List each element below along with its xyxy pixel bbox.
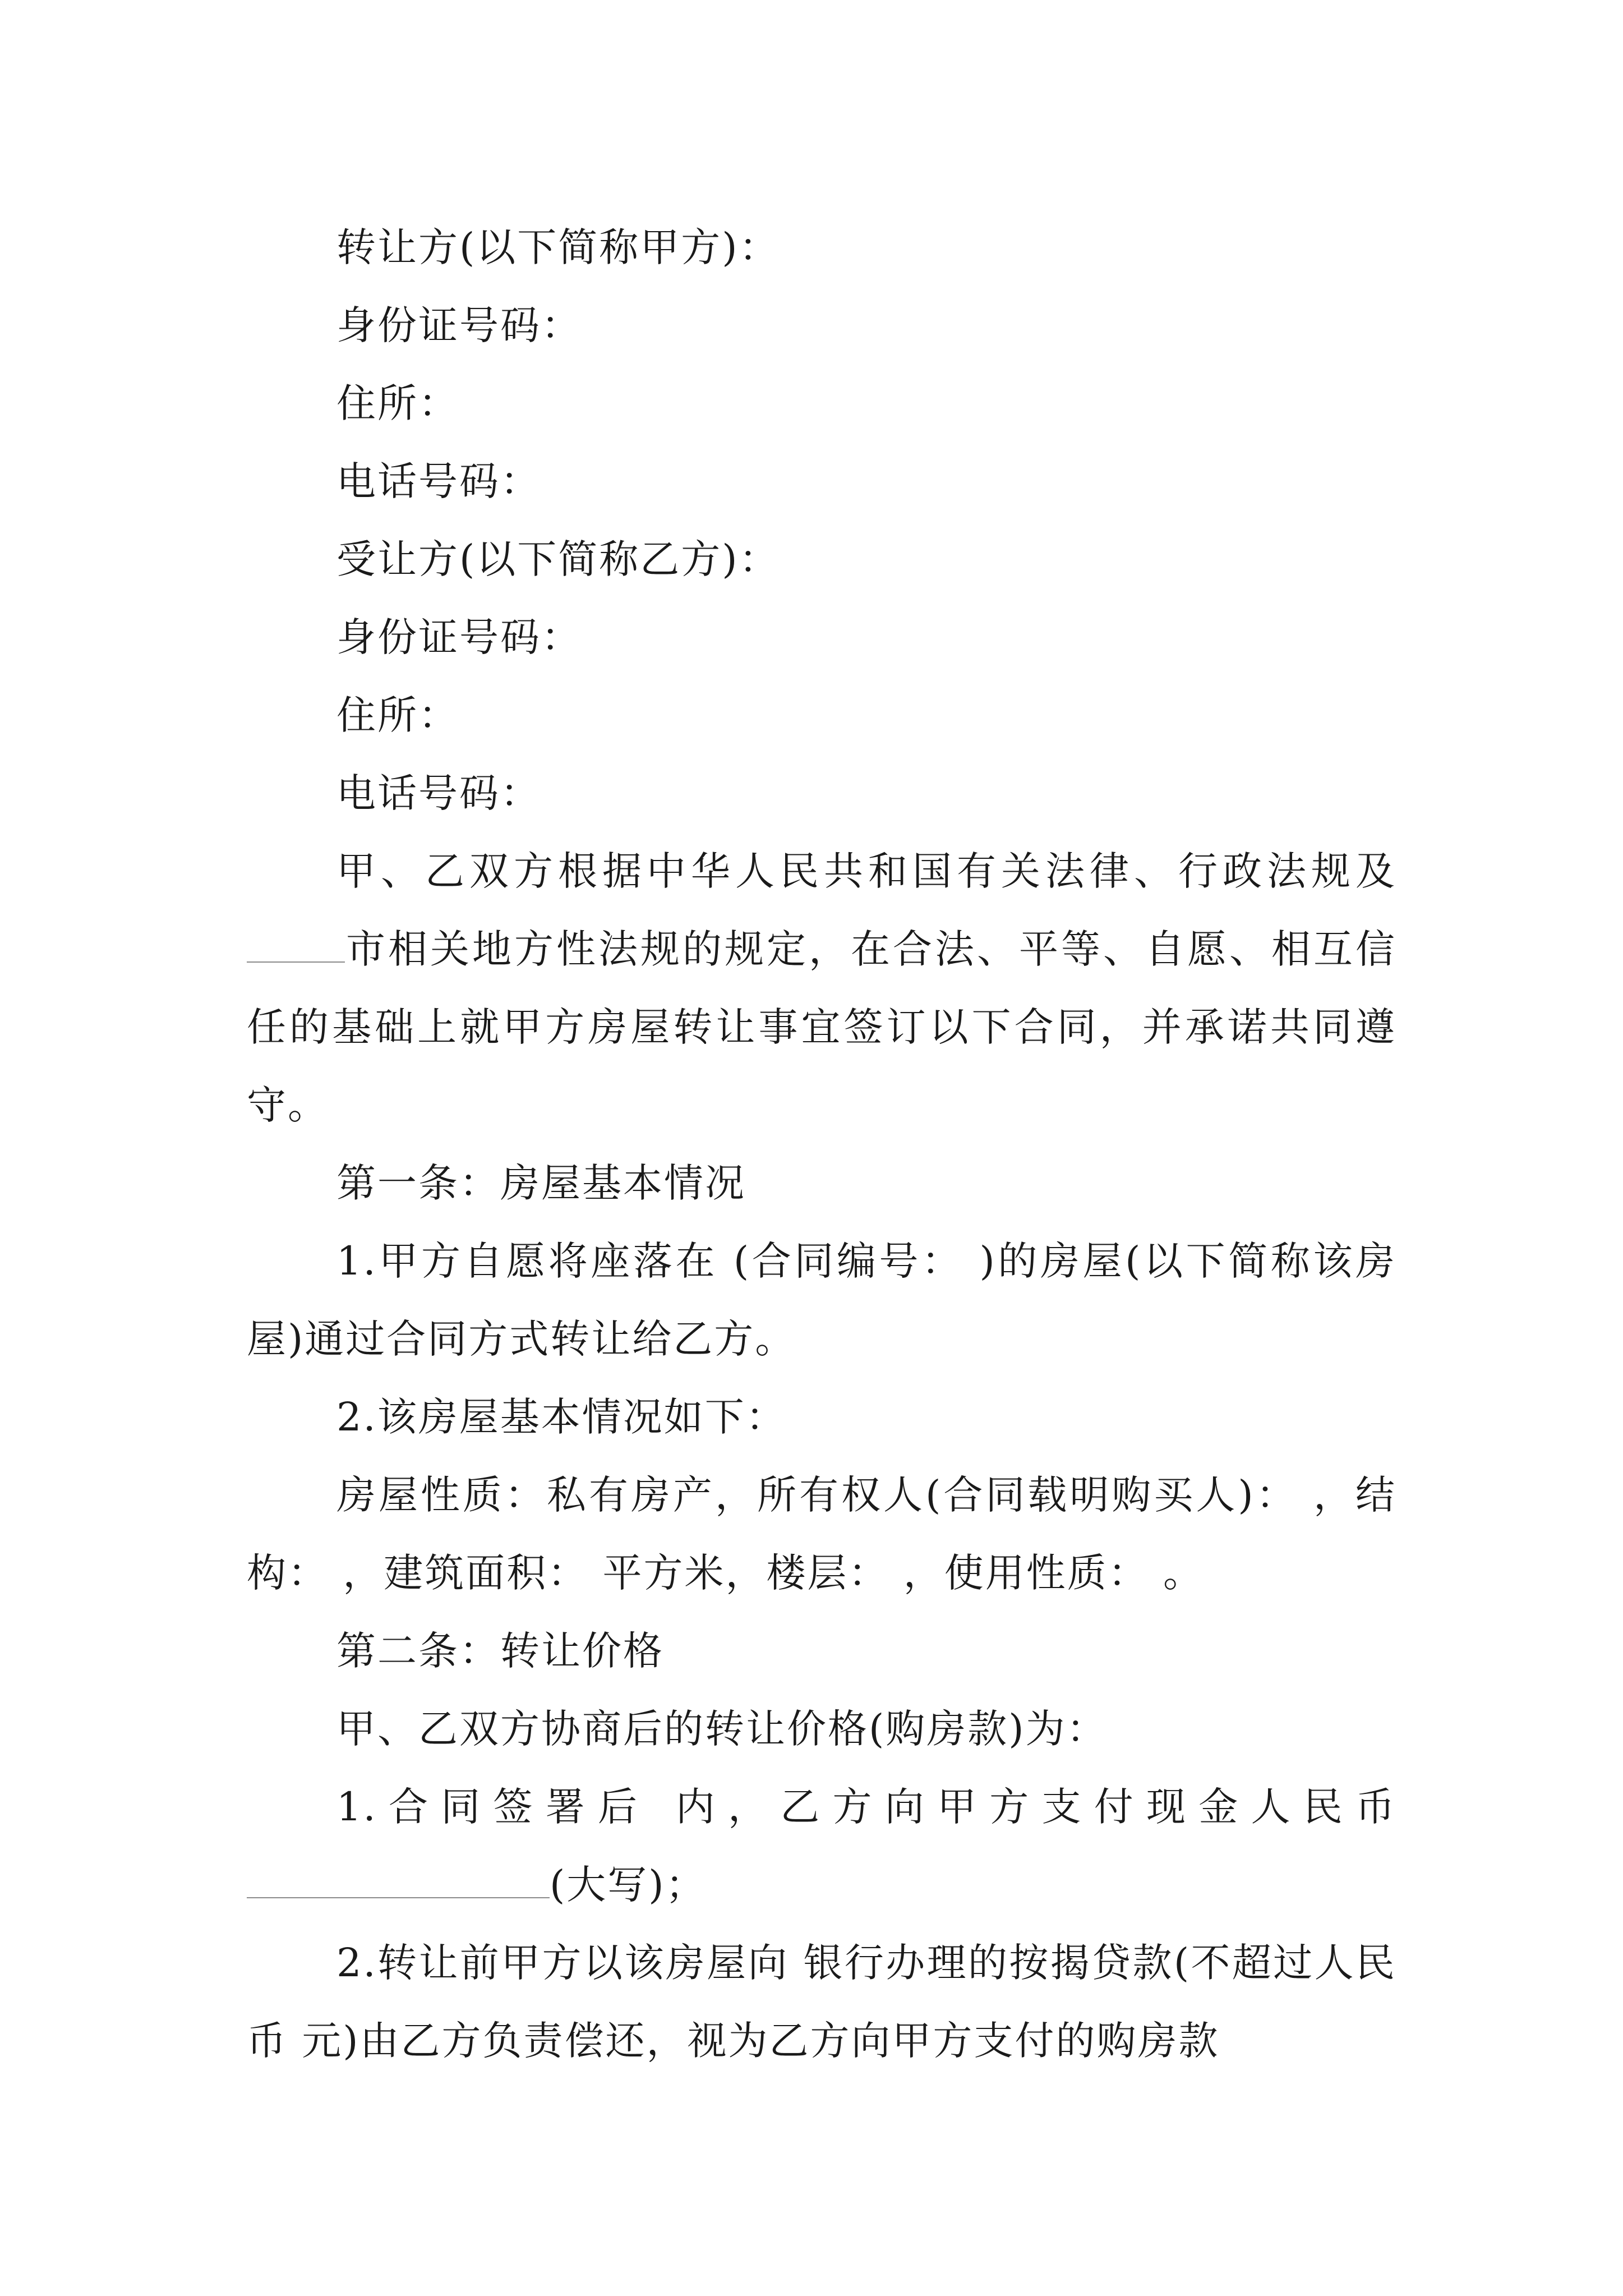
article2-item2: 2.转让前甲方以该房屋向 银行办理的按揭贷款(不超过人民币 元)由乙方负责偿还，视为乙方向甲方支付的购房款: [247, 1940, 1396, 2064]
article1-item2: 2.该房屋基本情况如下：: [336, 1394, 787, 1440]
article1-details: 房屋性质：私有房产，所有权人(合同载明购买人)： ，结构： ，建筑面积： 平方米，楼层： ，使用性质： 。: [247, 1472, 1396, 1596]
amount-blank: [247, 1862, 550, 1898]
transferor-label: 转让方(以下简称甲方)：: [336, 224, 780, 270]
article2-title: 第二条：转让价格: [336, 1628, 664, 1674]
transferee-label: 受让方(以下简称乙方)：: [336, 536, 780, 582]
transferor-address-label: 住所：: [336, 380, 459, 426]
article1-item1: 1.甲方自愿将座落在 (合同编号： )的房屋(以下简称该房屋)通过合同方式转让给乙方。: [247, 1238, 1396, 1362]
transferee-phone-label: 电话号码：: [336, 770, 541, 816]
transferor-id-label: 身份证号码：: [336, 302, 582, 348]
article2-item1-text: 1.合同签署后 内，乙方向甲方支付现金人民币: [336, 1784, 1396, 1830]
article2-item1: [247, 1768, 1396, 1924]
article1-title: 第一条：房屋基本情况: [336, 1160, 746, 1206]
city-blank: [247, 926, 345, 963]
intro-text-part1: 甲、乙双方根据中华人民共和国有关法律、行政法规及: [336, 848, 1396, 894]
article2-lead: 甲、乙双方协商后的转让价格(购房款)为：: [336, 1706, 1108, 1752]
transferor-phone-label: 电话号码：: [336, 458, 541, 504]
transferee-address-label: 住所：: [336, 692, 459, 738]
transferee-id-label: 身份证号码：: [336, 614, 582, 660]
intro-text-part2: 市相关地方性法规的规定，在合法、平等、自愿、相互信任的基础上就甲方房屋转让事宜签订以下合同，并承诺共同遵守。: [247, 926, 1396, 1128]
article2-item1-suffix: (大写)；: [550, 1862, 707, 1908]
contract-body: [247, 209, 1396, 2080]
intro-paragraph: [247, 832, 1396, 1144]
